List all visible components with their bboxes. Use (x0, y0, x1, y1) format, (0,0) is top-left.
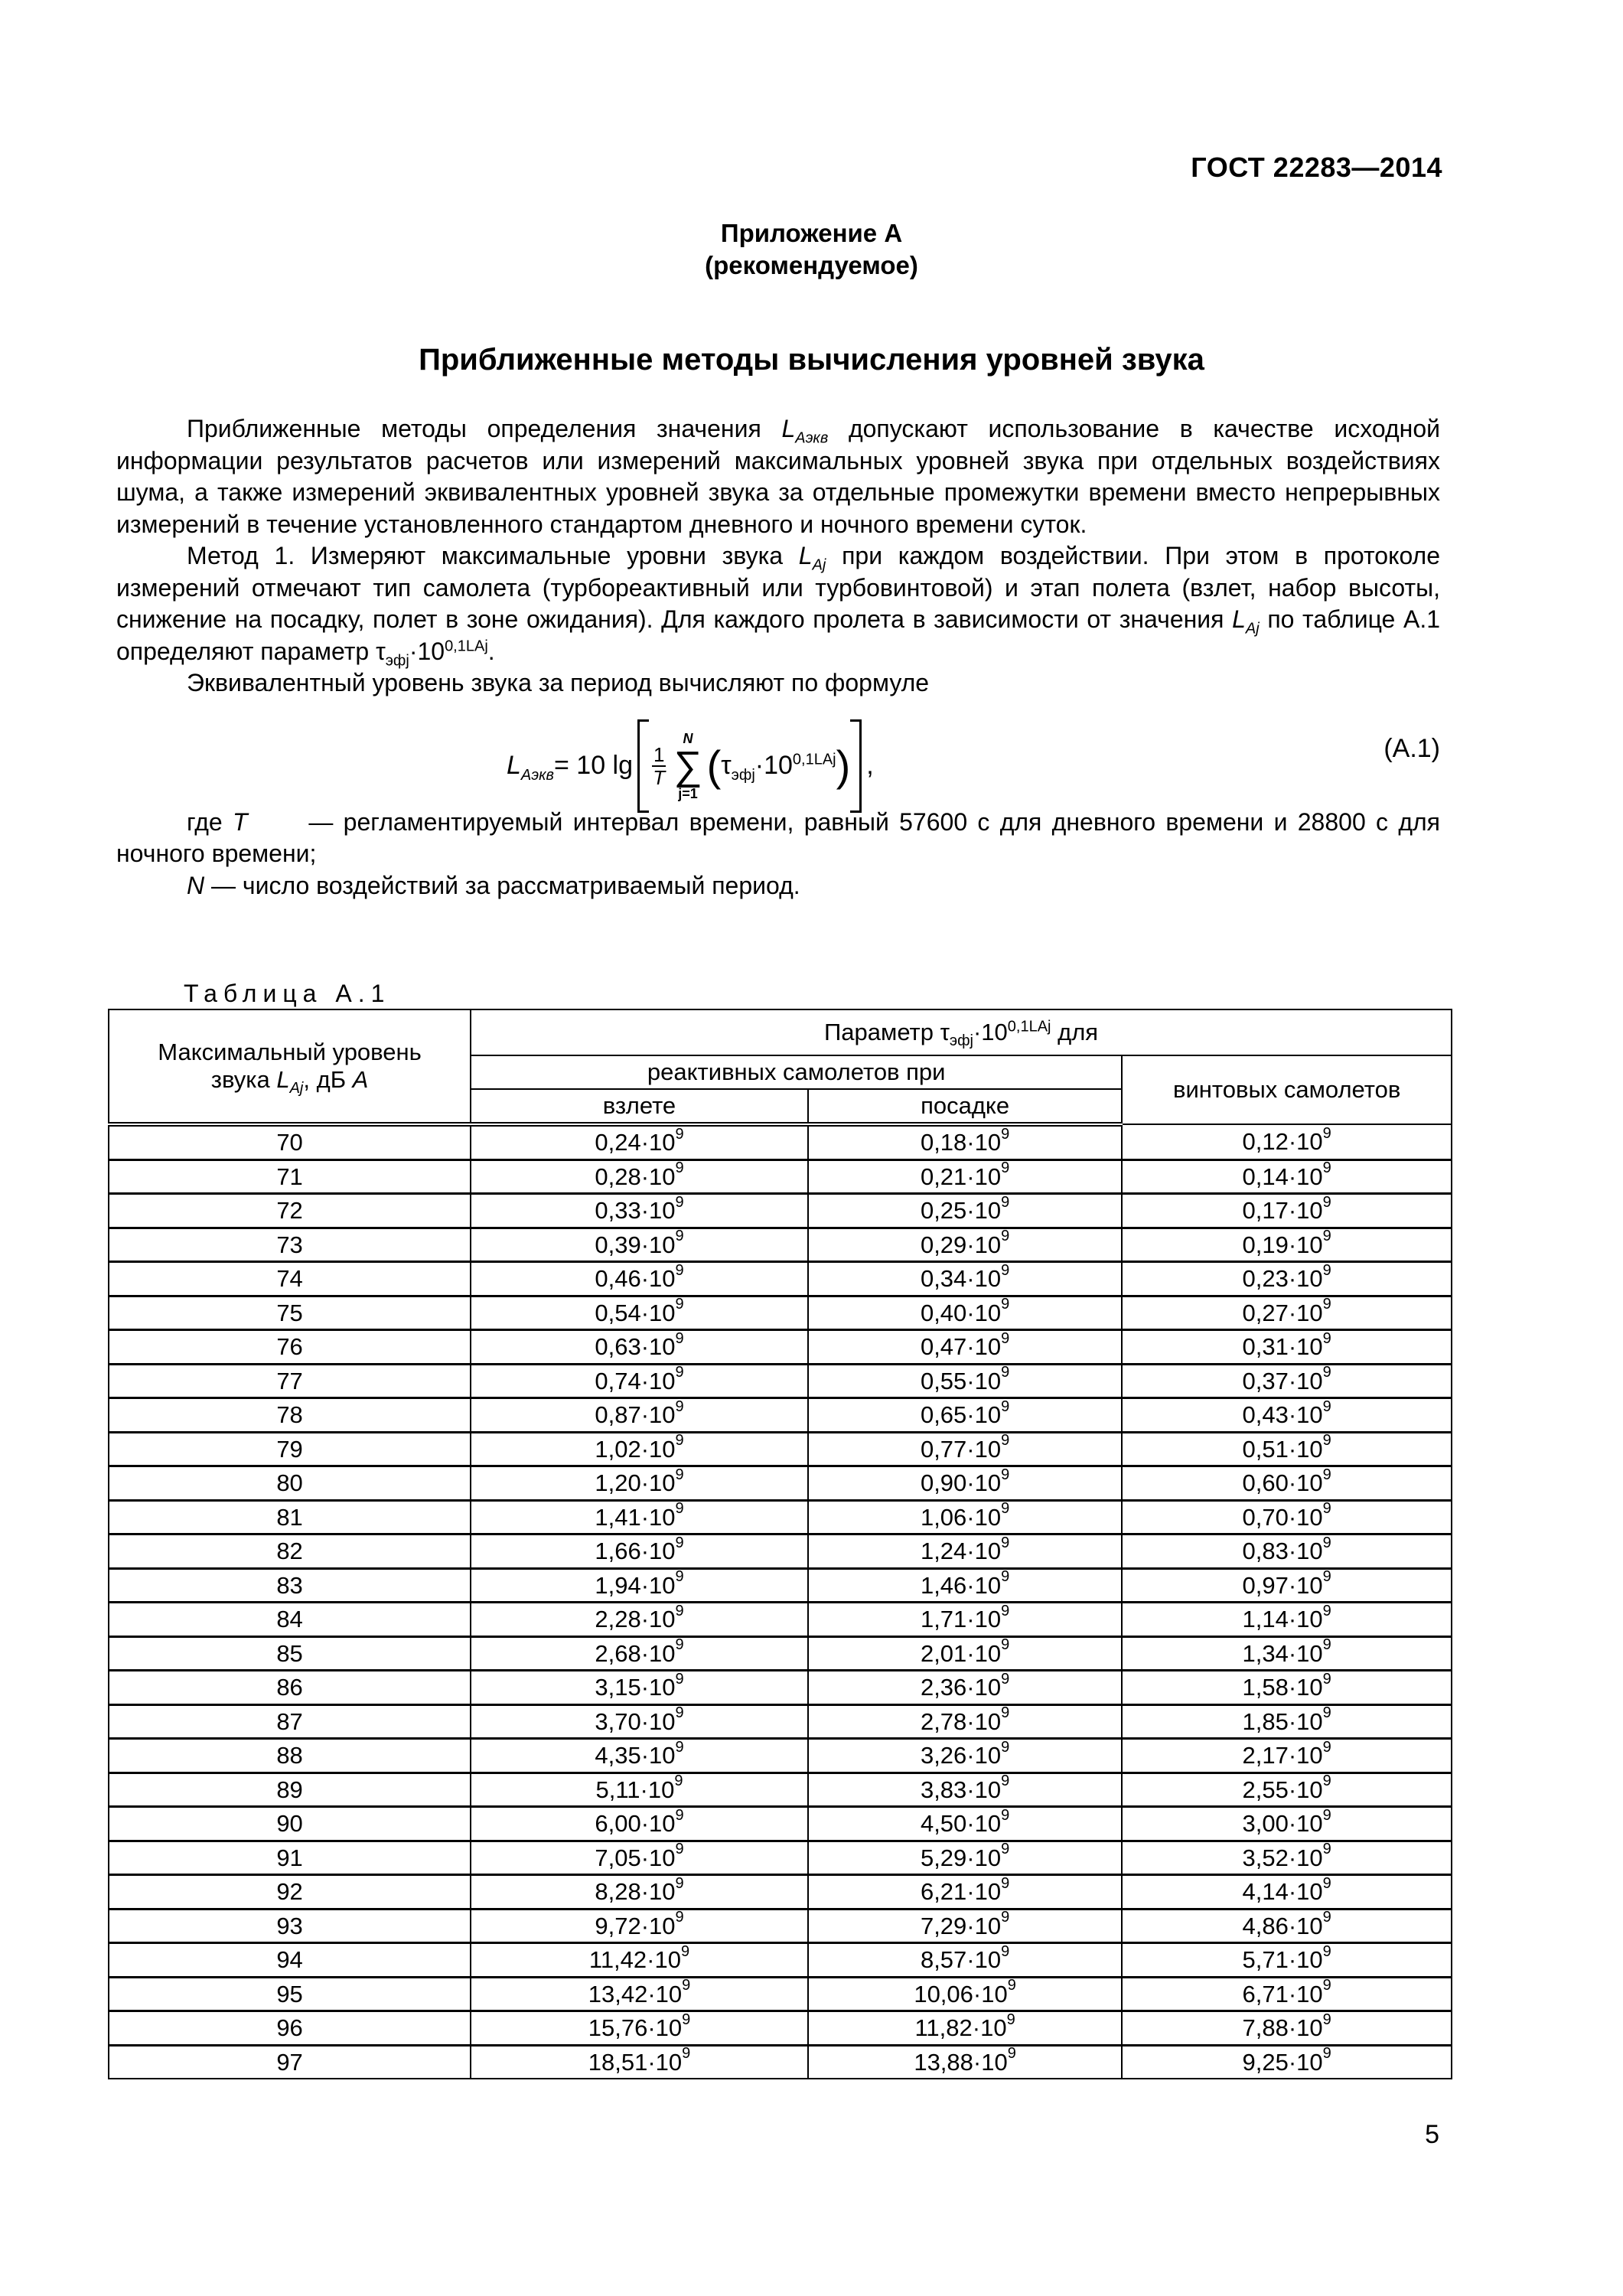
table-row (109, 1875, 1452, 1910)
formula-expression (507, 719, 874, 813)
cell-prop: $1,85\cdot 10^9$ (1122, 1704, 1452, 1739)
cell-level: 94 (109, 1943, 471, 1978)
cell-level: 95 (109, 1977, 471, 2011)
cell-prop: $2,55\cdot 10^9$ (1122, 1773, 1452, 1807)
cell-level: 83 (109, 1568, 471, 1603)
table-row (109, 1124, 1452, 1159)
cell-landing: $0,77\cdot 10^9$ (808, 1432, 1122, 1466)
table-row (109, 1534, 1452, 1569)
cell-prop: $1,14\cdot 10^9$ (1122, 1603, 1452, 1637)
cell-level: 96 (109, 2011, 471, 2046)
cell-prop: $4,14\cdot 10^9$ (1122, 1875, 1452, 1910)
cell-takeoff: $3,15\cdot 10^9$ (471, 1671, 808, 1705)
cell-prop: $0,83\cdot 10^9$ (1122, 1534, 1452, 1569)
cell-prop: $0,37\cdot 10^9$ (1122, 1364, 1452, 1398)
cell-level: 73 (109, 1228, 471, 1262)
cell-takeoff: $5,11\cdot 10^9$ (471, 1773, 808, 1807)
cell-landing: $10,06\cdot 10^9$ (808, 1977, 1122, 2011)
standard-id: ГОСТ 22283—2014 (1191, 152, 1442, 183)
cell-level: 76 (109, 1330, 471, 1365)
table-row (109, 1807, 1452, 1841)
cell-takeoff: $1,02\cdot 10^9$ (471, 1432, 808, 1466)
cell-takeoff: $0,28\cdot 10^9$ (471, 1159, 808, 1194)
table-row (109, 1398, 1452, 1433)
table-row (109, 2011, 1452, 2046)
cell-prop: $3,00\cdot 10^9$ (1122, 1807, 1452, 1841)
cell-takeoff: $1,41\cdot 10^9$ (471, 1500, 808, 1534)
cell-level: 74 (109, 1262, 471, 1296)
cell-level: 86 (109, 1671, 471, 1705)
table-row (109, 1262, 1452, 1296)
summation (673, 731, 702, 801)
cell-level: 97 (109, 2045, 471, 2079)
cell-landing: $3,26\cdot 10^9$ (808, 1739, 1122, 1773)
cell-takeoff: $0,46\cdot 10^9$ (471, 1262, 808, 1296)
intro-paragraph (116, 413, 1440, 540)
page-number: 5 (1425, 2120, 1439, 2149)
cell-level: 93 (109, 1909, 471, 1943)
cell-level: 90 (109, 1807, 471, 1841)
cell-takeoff: $0,54\cdot 10^9$ (471, 1296, 808, 1330)
cell-prop: $0,97\cdot 10^9$ (1122, 1568, 1452, 1603)
header-parameter: Параметр $\tau_{эфj}\cdot 10^{0,1LAj}$ для (471, 1009, 1452, 1055)
cell-landing: $0,29\cdot 10^9$ (808, 1228, 1122, 1262)
table-row (109, 1704, 1452, 1739)
cell-prop: $9,25\cdot 10^9$ (1122, 2045, 1452, 2079)
cell-landing: $0,34\cdot 10^9$ (808, 1262, 1122, 1296)
cell-prop: $7,88\cdot 10^9$ (1122, 2011, 1452, 2046)
cell-prop: $0,23\cdot 10^9$ (1122, 1262, 1452, 1296)
table-caption: Таблица А.1 (184, 980, 391, 1007)
symbol-n: N (187, 871, 205, 899)
text-run: допускают использование в качестве исходной информации результатов расчетов или измерений максимальных уровней звука при отдельных воздействиях шума, а также измерений эквивалентных уровней звука за отдельные промежутки времени вместо непрерывных измерений в течение установленного стандартом дневного и ночного времени суток. (116, 415, 1441, 538)
cell-level: 88 (109, 1739, 471, 1773)
cell-prop: $0,19\cdot 10^9$ (1122, 1228, 1452, 1262)
cell-level: 85 (109, 1636, 471, 1671)
cell-level: 77 (109, 1364, 471, 1398)
table-row (109, 2045, 1452, 2079)
table-body (109, 1124, 1452, 2079)
cell-takeoff: $3,70\cdot 10^9$ (471, 1704, 808, 1739)
symbol-laj: $L_{Aj}$ (1232, 605, 1260, 638)
cell-landing: $0,18\cdot 10^9$ (808, 1124, 1122, 1159)
table-row (109, 1671, 1452, 1705)
cell-takeoff: $2,68\cdot 10^9$ (471, 1636, 808, 1671)
cell-level: 84 (109, 1603, 471, 1637)
text-run: Приближенные методы определения значения (187, 415, 782, 442)
cell-prop: $1,58\cdot 10^9$ (1122, 1671, 1452, 1705)
cell-takeoff: $1,66\cdot 10^9$ (471, 1534, 808, 1569)
cell-level: 92 (109, 1875, 471, 1910)
formula-equals: = 10 lg (553, 750, 634, 780)
cell-landing: $8,57\cdot 10^9$ (808, 1943, 1122, 1978)
appendix-status: (рекомендуемое) (705, 251, 918, 279)
cell-takeoff: $15,76\cdot 10^9$ (471, 2011, 808, 2046)
cell-level: 80 (109, 1466, 471, 1501)
cell-takeoff: $4,35\cdot 10^9$ (471, 1739, 808, 1773)
table-row (109, 1432, 1452, 1466)
right-paren: ) (836, 741, 851, 790)
cell-prop: $0,17\cdot 10^9$ (1122, 1194, 1452, 1228)
table-row (109, 1773, 1452, 1807)
fraction-numerator: 1 (653, 742, 665, 766)
table-row (109, 1159, 1452, 1194)
cell-prop: $0,60\cdot 10^9$ (1122, 1466, 1452, 1501)
fraction-denominator: T (653, 765, 666, 789)
appendix-label: Приложение А (720, 219, 903, 247)
cell-prop: $0,70\cdot 10^9$ (1122, 1500, 1452, 1534)
cell-landing: $0,21\cdot 10^9$ (808, 1159, 1122, 1194)
cell-landing: $0,47\cdot 10^9$ (808, 1330, 1122, 1365)
where-t-definition: где T — регламентируемый интервал времени, равный 57600 с для дневного времени и 28800 с для ночного времени; (116, 807, 1447, 867)
table-row (109, 1568, 1452, 1603)
formula-number: (А.1) (1383, 733, 1440, 763)
table-row (109, 1636, 1452, 1671)
cell-prop: $0,14\cdot 10^9$ (1122, 1159, 1452, 1194)
formula-lhs: $L_{Aэкв}$ (507, 750, 554, 784)
cell-takeoff: $18,51\cdot 10^9$ (471, 2045, 808, 2079)
cell-prop: $0,51\cdot 10^9$ (1122, 1432, 1452, 1466)
header-max-level: Максимальный уровень звука $L_{Aj}$, дБ A (109, 1009, 471, 1124)
table-row (109, 1603, 1452, 1637)
cell-landing: $7,29\cdot 10^9$ (808, 1909, 1122, 1943)
left-paren: ( (706, 741, 722, 790)
cell-prop: $5,71\cdot 10^9$ (1122, 1943, 1452, 1978)
text-run: при каждом воздействии. При этом в протоколе измерений отмечают тип самолета (турбореактивный или турбовинтовой) и этап полета (взлет, набор высоты, снижение на посадку, полет в зоне ожидания). Для каждого пролета в зависимости от значения (116, 542, 1440, 633)
text-run: по таблице А.1 определяют параметр (116, 605, 1441, 665)
cell-takeoff: $0,74\cdot 10^9$ (471, 1364, 808, 1398)
cell-takeoff: $7,05\cdot 10^9$ (471, 1841, 808, 1875)
cell-landing: $2,36\cdot 10^9$ (808, 1671, 1122, 1705)
cell-prop: $4,86\cdot 10^9$ (1122, 1909, 1452, 1943)
formula-comma: , (866, 750, 874, 780)
cell-landing: $0,25\cdot 10^9$ (808, 1194, 1122, 1228)
cell-landing: $1,71\cdot 10^9$ (808, 1603, 1122, 1637)
table-row (109, 1364, 1452, 1398)
cell-landing: $0,65\cdot 10^9$ (808, 1398, 1122, 1433)
table-row (109, 1228, 1452, 1262)
cell-takeoff: $0,63\cdot 10^9$ (471, 1330, 808, 1365)
cell-takeoff: $8,28\cdot 10^9$ (471, 1875, 808, 1910)
cell-landing: $2,78\cdot 10^9$ (808, 1704, 1122, 1739)
cell-takeoff: $1,94\cdot 10^9$ (471, 1568, 808, 1603)
cell-landing: $1,24\cdot 10^9$ (808, 1534, 1122, 1569)
cell-takeoff: $0,33\cdot 10^9$ (471, 1194, 808, 1228)
cell-landing: $11,82\cdot 10^9$ (808, 2011, 1122, 2046)
cell-takeoff: $9,72\cdot 10^9$ (471, 1909, 808, 1943)
symbol-laj: $L_{Aj}$ (798, 542, 826, 574)
sum-lower: j=1 (678, 785, 698, 801)
formula-intro: Эквивалентный уровень звука за период вычисляют по формуле (187, 669, 930, 696)
cell-takeoff: $2,28\cdot 10^9$ (471, 1603, 808, 1637)
cell-takeoff: $11,42\cdot 10^9$ (471, 1943, 808, 1978)
cell-takeoff: $0,24\cdot 10^9$ (471, 1124, 808, 1159)
symbol-t: T (233, 807, 248, 836)
text-run: Метод 1. Измеряют максимальные уровни звука (187, 542, 799, 569)
table-row (109, 1943, 1452, 1978)
header-jet: реактивных самолетов при (471, 1055, 1122, 1089)
table-row (109, 1296, 1452, 1330)
cell-takeoff: $1,20\cdot 10^9$ (471, 1466, 808, 1501)
cell-landing: $0,90\cdot 10^9$ (808, 1466, 1122, 1501)
cell-level: 70 (109, 1124, 471, 1159)
cell-landing: $3,83\cdot 10^9$ (808, 1773, 1122, 1807)
cell-level: 79 (109, 1432, 471, 1466)
page-title: Приближенные методы вычисления уровней звука (419, 343, 1204, 377)
cell-takeoff: $0,39\cdot 10^9$ (471, 1228, 808, 1262)
cell-level: 72 (109, 1194, 471, 1228)
cell-takeoff: $13,42\cdot 10^9$ (471, 1977, 808, 2011)
cell-prop: $0,27\cdot 10^9$ (1122, 1296, 1452, 1330)
cell-prop: $1,34\cdot 10^9$ (1122, 1636, 1452, 1671)
sum-upper: N (683, 730, 693, 746)
right-bracket (850, 719, 862, 813)
cell-level: 75 (109, 1296, 471, 1330)
text-run: . (487, 637, 495, 665)
cell-prop: $0,31\cdot 10^9$ (1122, 1330, 1452, 1365)
cell-landing: $4,50\cdot 10^9$ (808, 1807, 1122, 1841)
cell-level: 71 (109, 1159, 471, 1194)
cell-prop: $2,17\cdot 10^9$ (1122, 1739, 1452, 1773)
table-row (109, 1909, 1452, 1943)
parameter-expression: $\tau_{эфj}\cdot 10^{0,1LAj}$ (376, 637, 488, 669)
cell-level: 78 (109, 1398, 471, 1433)
table-row (109, 1466, 1452, 1501)
cell-prop: $0,43\cdot 10^9$ (1122, 1398, 1452, 1433)
symbol-laekv: $L_{Aэкв}$ (781, 415, 829, 447)
cell-prop: $3,52\cdot 10^9$ (1122, 1841, 1452, 1875)
cell-landing: $6,21\cdot 10^9$ (808, 1875, 1122, 1910)
cell-level: 89 (109, 1773, 471, 1807)
table-row (109, 1977, 1452, 2011)
cell-landing: $5,29\cdot 10^9$ (808, 1841, 1122, 1875)
cell-takeoff: $0,87\cdot 10^9$ (471, 1398, 808, 1433)
table-a1 (108, 1009, 1452, 2079)
cell-landing: $1,46\cdot 10^9$ (808, 1568, 1122, 1603)
table-row (109, 1739, 1452, 1773)
appendix-heading (0, 217, 1623, 282)
fraction (652, 744, 666, 788)
cell-landing: $2,01\cdot 10^9$ (808, 1636, 1122, 1671)
cell-landing: $0,40\cdot 10^9$ (808, 1296, 1122, 1330)
sigma-icon: ∑ (673, 743, 702, 788)
where-n-definition: N — число воздействий за рассматриваемый период. (187, 871, 800, 899)
formula-a1 (116, 703, 1440, 802)
cell-level: 81 (109, 1500, 471, 1534)
body-text (116, 413, 1447, 902)
cell-takeoff: $6,00\cdot 10^9$ (471, 1807, 808, 1841)
cell-landing: $1,06\cdot 10^9$ (808, 1500, 1122, 1534)
cell-level: 82 (109, 1534, 471, 1569)
cell-prop: $6,71\cdot 10^9$ (1122, 1977, 1452, 2011)
cell-level: 91 (109, 1841, 471, 1875)
left-bracket (637, 719, 649, 813)
cell-landing: $0,55\cdot 10^9$ (808, 1364, 1122, 1398)
formula-term: $\tau_{эфj}\cdot 10^{0,1LAj}$ (721, 750, 836, 784)
table-row (109, 1194, 1452, 1228)
cell-landing: $13,88\cdot 10^9$ (808, 2045, 1122, 2079)
table-row (109, 1841, 1452, 1875)
header-prop: винтовых самолетов (1122, 1055, 1452, 1124)
table-row (109, 1500, 1452, 1534)
header-takeoff: взлете (471, 1089, 808, 1124)
cell-prop: $0,12\cdot 10^9$ (1122, 1124, 1452, 1159)
method1-paragraph (116, 540, 1440, 667)
table-row (109, 1330, 1452, 1365)
cell-level: 87 (109, 1704, 471, 1739)
header-landing: посадке (808, 1089, 1122, 1124)
